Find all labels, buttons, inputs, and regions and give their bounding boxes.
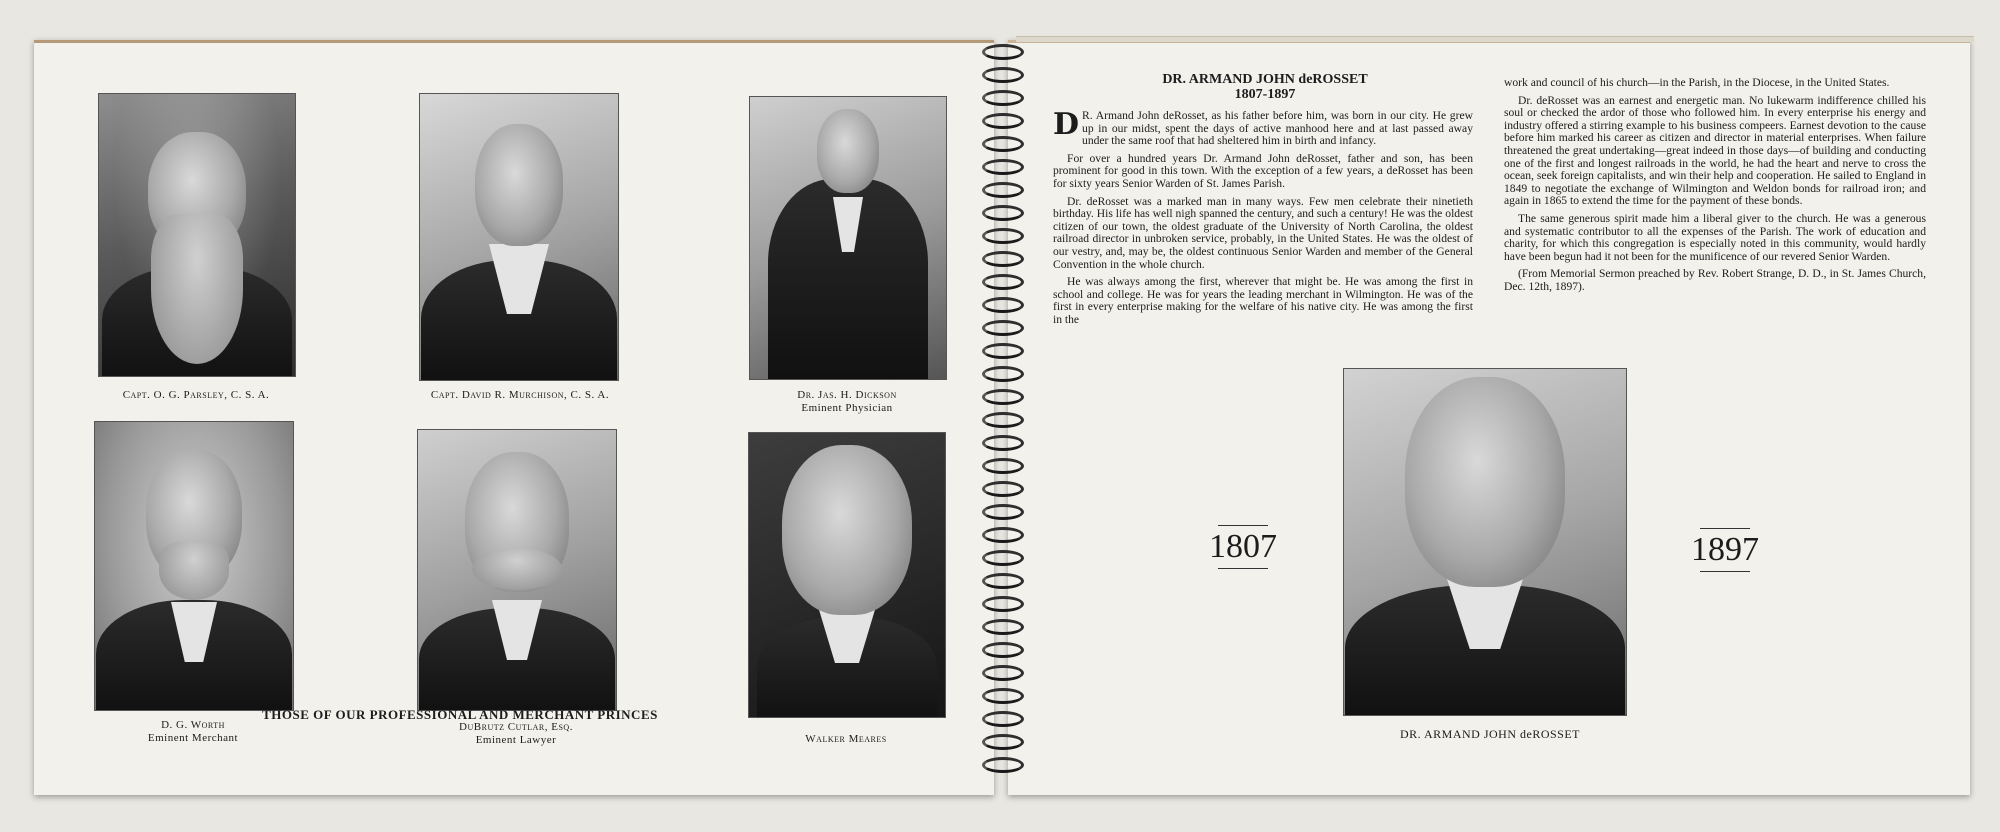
drop-cap: D [1053, 107, 1080, 142]
binding-coil [982, 642, 1024, 658]
binding-coil [982, 113, 1024, 129]
article-title [1100, 72, 1430, 102]
binding-coil [982, 734, 1024, 750]
portrait-parsley [98, 93, 296, 377]
binding-coil [982, 366, 1024, 382]
binding-coil [982, 274, 1024, 290]
caption-meares: Walker Meares [805, 733, 887, 745]
year-birth: 1807 [1198, 528, 1288, 566]
binding-coil [982, 619, 1024, 635]
article-dates: 1807-1897 [1234, 87, 1296, 102]
binding-coil [982, 205, 1024, 221]
binding-coil [982, 757, 1024, 773]
binding-coil [982, 481, 1024, 497]
binding-coil [982, 297, 1024, 313]
binding-coil [982, 665, 1024, 681]
left-page-bottom-title: THOSE OF OUR PROFESSIONAL AND MERCHANT PRINCES [262, 707, 658, 722]
binding-coil [982, 182, 1024, 198]
binding-coil [982, 504, 1024, 520]
caption-cutlar: DuBrutz Cutlar, Esq. Eminent Lawyer [459, 721, 573, 746]
year-death: 1897 [1680, 531, 1770, 569]
binding-coil [982, 90, 1024, 106]
binding-coil [982, 67, 1024, 83]
caption-dickson: Dr. Jas. H. Dickson Eminent Physician [797, 389, 897, 414]
caption-murchison: Capt. David R. Murchison, C. S. A. [430, 389, 610, 401]
article-column-2: work and council of his church—in the Parish, in the Diocese, in the United States. Dr. deRosset was an earnest and energetic man. No lukewarm indifference chilled his soul or checked the ardor of those who followed him. In every enterprise his energy and industry offered a stirring example to his business compeers. Earnest devotion to the cause before him marked his career as citizen and director in material enterprises. When failure threatened the great undertaking—great indeed in those days—of building and conducting one of the first and longest railroads in the world, he had the heart and nerve to cross the ocean, seek foreign capitalists, and win their help and cooperation. He sailed to England in 1849 to negotiate the exchange of Wilmington and Weldon bonds for railroad iron; and again in 1865 to extend the time for the payment of these bonds. The same generous spirit made him a liberal giver to the church. He was a generous and systematic contributor to all the expenses of the Parish. The work of education and charity, for which this congregation is especially noted in this community, would hardly have been begun had it not been for the munificence of our revered Senior Warden. (From Memorial Sermon preached by Rev. Robert Strange, D. D., in St. James Church, Dec. 12th, 1897). [1504, 76, 1926, 293]
binding-coil [982, 550, 1024, 566]
portrait-derosset [1343, 368, 1627, 716]
binding-coil [982, 343, 1024, 359]
binding-coil [982, 159, 1024, 175]
binding-coil [982, 412, 1024, 428]
caption-worth: D. G. Worth Eminent Merchant [147, 719, 239, 744]
portrait-dickson [749, 96, 947, 380]
binding-coil [982, 228, 1024, 244]
binding-coil [982, 596, 1024, 612]
portrait-cutlar [417, 429, 617, 711]
binding-coil [982, 458, 1024, 474]
binding-coil [982, 435, 1024, 451]
binding-coil [982, 136, 1024, 152]
article-name: DR. ARMAND JOHN deROSSET [1162, 72, 1368, 87]
binding-coil [982, 688, 1024, 704]
binding-coil [982, 44, 1024, 60]
binding-coil [982, 320, 1024, 336]
binding-coil [982, 527, 1024, 543]
binding-coil [982, 251, 1024, 267]
caption-parsley: Capt. O. G. Parsley, C. S. A. [122, 389, 270, 401]
binding-coil [982, 711, 1024, 727]
portrait-meares [748, 432, 946, 718]
portrait-worth [94, 421, 294, 711]
portrait-murchison [419, 93, 619, 381]
article-column-1: D R. Armand John deRosset, as his father before him, was born in our city. He grew up in our midst, spent the days of active manhood here and at last passed away under the same roof that had sheltered him in birth and infancy. For over a hundred years Dr. Armand John deRosset, father and son, has been prominent for good in this town. With the exception of a few years, a deRosset has been for sixty years Senior Warden of St. James Parish. Dr. deRosset was a marked man in many ways. Few men celebrate their ninetieth birthday. His life has well nigh spanned the century, and such a century! He was the oldest citizen of our town, the oldest graduate of the University of North Carolina, the oldest railroad director in unbroken service, probably, in the United States. He was the oldest of our vestry, and, may be, the oldest continuous Senior Warden and member of the General Convention in the whole church. He was always among the first, wherever that might be. He was among the first in school and college. He was for years the leading merchant in Wilmington. He was of the first in every enterprise making for the welfare of his native city. He was among the first in the [1053, 107, 1473, 326]
binding-coil [982, 573, 1024, 589]
binding-coil [982, 389, 1024, 405]
portrait-derosset-caption: DR. ARMAND JOHN deROSSET [1399, 727, 1581, 741]
spiral-binding [978, 44, 1026, 784]
